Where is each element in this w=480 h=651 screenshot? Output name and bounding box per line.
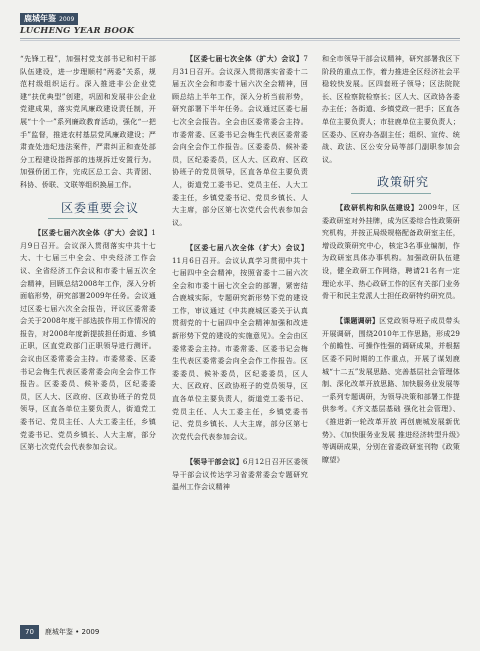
text-meeting-sixth-session: 1月9日召开。会议深入贯彻落实中共十七大、十七届三中全会、中央经济工作会议、全省经济工作会议和市委十届五次全会精神，回顾总结2008年工作，深入分析面临形势，研究部署2009年任务。会议通过区委七届六次全会报告，评议区委常委会关于2008年度干部选拔作用工作情况的报告，对2008年度新提拔担任街道、乡镇正职，区直党政部门正职领导进行测评。会议由区委常委会主持。市委常委、区委书记会梅生代表区委常委会向全会作工作报告。区委委员、候补委员，区纪委委员，区人大、区政府、区政协班子的党员领导，区直各单位主要负责人，街道党工委书记、党员主任、人大工委主任，乡镇党委书记、党员乡镇长、人大主席，部分区第七次党代会代表参加会议。	[20, 228, 156, 452]
page-number: 70	[20, 625, 39, 639]
header-subtitle: LUCHENG YEAR BOOK	[20, 26, 135, 36]
heading-cadre-meeting: 【领导干部会议】	[186, 458, 243, 466]
spacer	[172, 229, 308, 242]
column-middle	[172, 53, 308, 494]
text-topic-research: 区党政领导班子成员带头开展调研，围绕2010年工作思路，形成29个前瞻性、可操作性强的调研成果，并根据区委不同时期的工作重点，开展了谋划鹿城“十二五”发展思路、完善基层社会管理体制、深化改革开放思路、加快服务业发展等一系列专题调研，为领导决策和部署工作提供参考。《齐文基层基础 强化社会管理》、《推进新一轮改革开放 再创鹿城发展新优势》、《加快服务业发展 推进经济转型升级》等调研成果，分别在省委政研室刊物《政策瞭望》	[322, 316, 460, 464]
paragraph-cadre-meeting-cont: 和全市领导干部会议精神，研究部署我区下阶段的重点工作，着力推进全区经济社会平稳较快发展。区四套班子领导；区法院院长、区检察院检察长；区人大、区政协各委办主任；各街道、乡镇党政一把手；区直各单位主要负责人；市驻鹿单位主要负责人；区委办、区府办各副主任；组织、宣传、统战、政法、区公安分局等部门副职参加会议。	[322, 54, 460, 164]
header-rule-secondary	[20, 40, 460, 41]
header-year: 2009	[59, 16, 75, 23]
paragraph-meeting-seventh-session	[172, 53, 308, 229]
footer-title: 鹿城年鉴 • 2009	[44, 628, 100, 636]
column-left	[20, 53, 156, 454]
footer	[20, 625, 460, 639]
section-title-policy-research: 政策研究	[322, 166, 460, 202]
column-right	[322, 53, 460, 466]
text-meeting-seventh-session: 7月31日召开。会议深入贯彻落实省委十二届五次全会和市委十届六次全会精神，回顾总结上半年工作，深入分析当前形势，研究部署下半年任务。会议通过区委七届七次全会报告。全会由区委常委会主持。市委常委、区委书记会梅生代表区委常委会向全会作工作报告。区委委员、候补委员，区纪委委员，区人大、区政府、区政协班子的党员领导，区直各单位主要负责人，街道党工委书记、党员主任、人大工委主任，乡镇党委书记、党员乡镇长、人大主席，部分区第七次党代会代表参加会议。	[172, 54, 308, 227]
header-rule	[20, 38, 460, 39]
heading-research-institutions: 【政研机构和队伍建设】	[336, 203, 419, 212]
paragraph-party-building: “先锋工程”，加强村党支部书记和村干部队伍建设，进一步理顺村“两委”关系，规范村级组织运行。深入推进非公企业党建“扶优典型”创建，巩固和发展非公企业党建成果，落实党风廉政建设责任制，开展“十个一”系列廉政教育活动，强化“一把手”监督，推进农村基层党风廉政建设；严肃查处违纪违法案件，严肃纠正和查处部分工程建设指挥部的违规拆迁安置行为。加强侨团工作，完成区总工会、共青团、科协、侨联、文联等组织换届工作。	[20, 54, 156, 189]
heading-meeting-eighth-session: 【区委七届八次全体（扩大）会议】	[186, 243, 308, 252]
paragraph-meeting-sixth-session	[20, 227, 156, 454]
heading-meeting-sixth-session: 【区委七届六次全体（扩大）会议】	[34, 229, 152, 238]
paragraph-cadre-meeting	[172, 456, 308, 494]
header-brand	[20, 13, 78, 25]
heading-meeting-seventh-session: 【区委七届七次全体（扩大）会议】	[186, 55, 304, 63]
heading-topic-research: 【课题调研】	[336, 317, 380, 326]
header-brand-text: 鹿城年鉴	[24, 14, 56, 23]
paragraph-topic-research	[322, 315, 460, 466]
text-meeting-eighth-session: 11月6日召开。会议认真学习贯彻中共十七届四中全会精神，按照省委十二届六次全会和市委十届七次全会的部署，紧密结合鹿城实际，专题研究新形势下党的建设工作，审议通过《中共鹿城区委关于认真贯彻党的十七届四中全会精神加强和改进新形势下党的建设的实施意见》。全会由区委常委会主持。市委常委、区委书记会梅生代表区委常委会向全会作工作报告。区委委员、候补委员，区纪委委员，区人大、区政府、区政协班子的党员领导，区直各单位主要负责人，街道党工委书记、党员主任、人大工委主任，乡镇党委书记、党员乡镇长、人大主席，部分区第七次党代会代表参加会议。	[172, 255, 308, 441]
spacer	[322, 303, 460, 316]
spacer	[172, 443, 308, 456]
text-research-institutions: 2009年，区委政研室对外挂牌，成为区委综合性政策研究机构，并按正局级规格配备政研室主任，增设政策研究中心，核定3名事业编制，作为政研室具体办事机构。加强政研队伍建设，健全政研工作网络，聘请21名有一定理论水平、热心政研工作的区有关部门业务骨干和民主党派人士担任政研特约研究员。	[322, 202, 460, 301]
paragraph-meeting-eighth-session	[172, 242, 308, 444]
text-cadre-meeting: 6月12日召开区委领导干部会议传达学习省委常委会专题研究温州工作会议精神	[172, 457, 308, 492]
paragraph-research-institutions	[322, 202, 460, 303]
section-title-major-meetings: 区委重要会议	[20, 192, 156, 228]
